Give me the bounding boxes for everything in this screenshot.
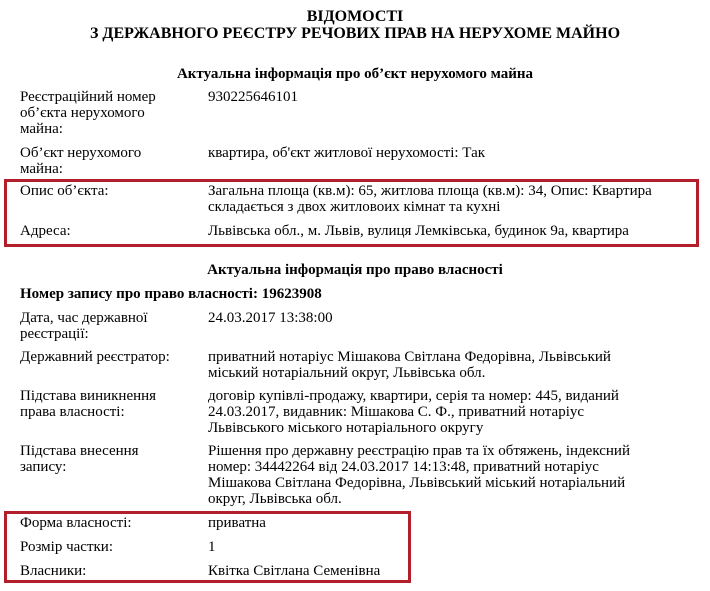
- ownership-record-number: Номер запису про право власності: 19623908: [20, 286, 322, 302]
- owners-label: [20, 563, 196, 579]
- ownership-form-value: [208, 515, 698, 531]
- address-value: [208, 223, 698, 239]
- label-line: Дата, час державної: [20, 310, 148, 326]
- label-line: Підстава внесення: [20, 443, 139, 459]
- object-description-label: [20, 183, 196, 199]
- label-line: Опис об’єкта:: [20, 183, 109, 199]
- label-line: Адреса:: [20, 223, 71, 239]
- value-line: договір купівлі-продажу, квартири, серія та номер: 445, виданий: [208, 388, 619, 404]
- label-line: запису:: [20, 459, 67, 475]
- value-line: квартира, об'єкт житлової нерухомості: Так: [208, 145, 486, 161]
- value-line: Рішення про державну реєстрацію прав та їх обтяжень, індексний: [208, 443, 630, 459]
- label-line: реєстрації:: [20, 326, 89, 342]
- value-line: Мішакова Світлана Федорівна, Львівський міський нотаріальний: [208, 475, 626, 491]
- label-line: об’єкта нерухомого: [20, 105, 145, 121]
- share-size-value: [208, 539, 698, 555]
- registration-number-value: [208, 89, 698, 105]
- object-section-heading: Актуальна інформація про об’єкт нерухомого майна: [176, 66, 534, 82]
- value-line: 930225646101: [208, 89, 298, 105]
- label-line: майна:: [20, 161, 63, 177]
- ownership-section-heading: Актуальна інформація про право власності: [207, 262, 503, 278]
- document-title-line-2: З ДЕРЖАВНОГО РЕЄСТРУ РЕЧОВИХ ПРАВ НА НЕРУХОМЕ МАЙНО: [89, 25, 621, 42]
- label-line: Розмір частки:: [20, 539, 113, 555]
- label-line: Реєстраційний номер: [20, 89, 156, 105]
- share-size-label: [20, 539, 196, 555]
- ownership-basis-label: [20, 388, 196, 420]
- value-line: Загальна площа (кв.м): 65, житлова площа (кв.м): 34, Опис: Квартира: [208, 183, 652, 199]
- label-line: Державний реєстратор:: [20, 349, 170, 365]
- value-line: номер: 34442264 від 24.03.2017 14:13:48, приватний нотаріус: [208, 459, 599, 475]
- value-line: приватний нотаріус Мішакова Світлана Федорівна, Львівський: [208, 349, 611, 365]
- object-type-value: [208, 145, 698, 161]
- record-basis-label: [20, 443, 196, 475]
- address-label: [20, 223, 196, 239]
- value-line: складається з двох житловоих кімнат та кухні: [208, 199, 501, 215]
- record-basis-value: [208, 443, 698, 507]
- label-line: майна:: [20, 121, 63, 137]
- state-registrar-label: [20, 349, 196, 365]
- value-line: Львівська обл., м. Львів, вулиця Лемківська, будинок 9а, квартира: [208, 223, 629, 239]
- value-line: 24.03.2017 13:38:00: [208, 310, 333, 326]
- label-line: Об’єкт нерухомого: [20, 145, 142, 161]
- ownership-form-label: [20, 515, 196, 531]
- registration-date-label: [20, 310, 196, 342]
- label-line: права власності:: [20, 404, 125, 420]
- value-line: 1: [208, 539, 216, 555]
- value-line: міський нотаріальний округ, Львівська обл.: [208, 365, 486, 381]
- label-line: Форма власності:: [20, 515, 132, 531]
- owners-value: [208, 563, 698, 579]
- object-type-label: [20, 145, 196, 177]
- value-line: приватна: [208, 515, 266, 531]
- registration-number-label: [20, 89, 196, 137]
- value-line: 24.03.2017, видавник: Мішакова С. Ф., приватний нотаріус: [208, 404, 585, 420]
- label-line: Власники:: [20, 563, 87, 579]
- value-line: Львівського міського нотаріального округу: [208, 420, 484, 436]
- document-title-line-1: ВІДОМОСТІ: [306, 8, 404, 25]
- registration-date-value: [208, 310, 698, 326]
- value-line: округ, Львівська обл.: [208, 491, 342, 507]
- state-registrar-value: [208, 349, 698, 381]
- value-line: Квітка Світлана Семенівна: [208, 563, 381, 579]
- label-line: Підстава виникнення: [20, 388, 157, 404]
- ownership-basis-value: [208, 388, 698, 436]
- object-description-value: [208, 183, 698, 215]
